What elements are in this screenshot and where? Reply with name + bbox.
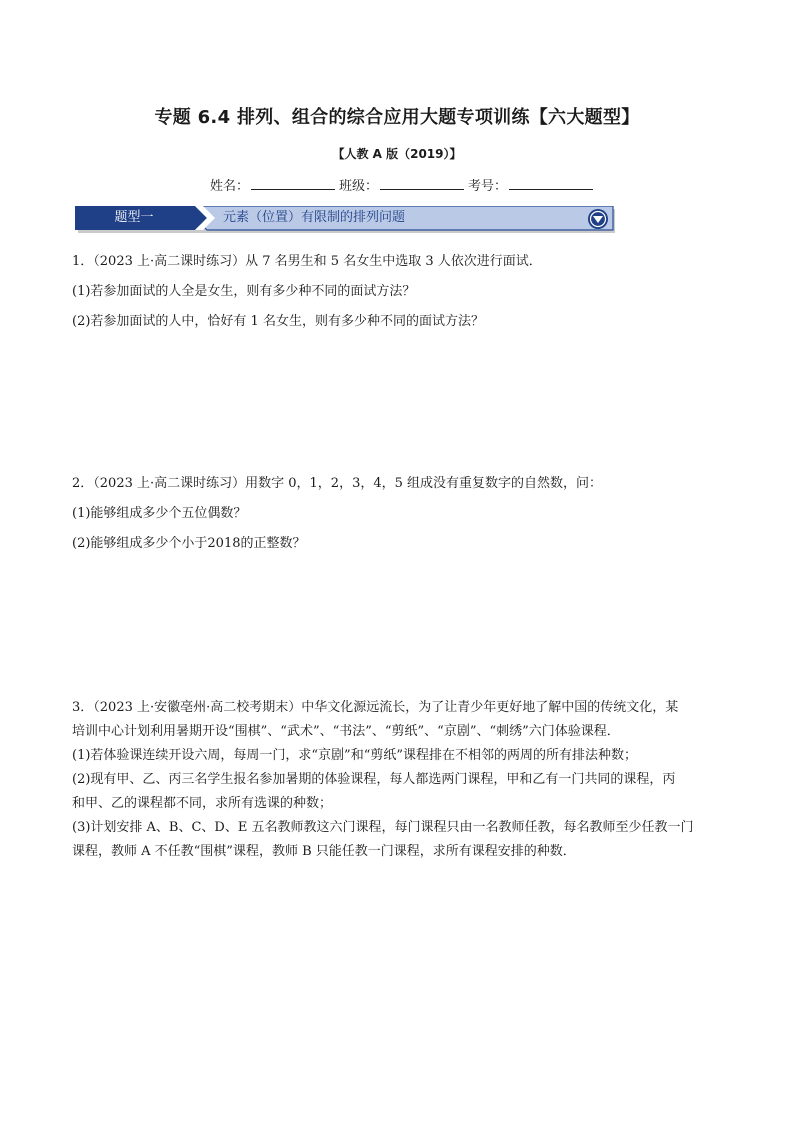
question-stem-line: 培训中心计划利用暑期开设“围棋”、“武术”、“书法”、“剪纸”、“京剧”、“刺绣”六门体验课程． bbox=[72, 724, 620, 739]
name-label: 姓名： bbox=[210, 179, 250, 194]
question-part-line: 和甲、乙的课程都不同，求所有选课的种数； bbox=[72, 796, 333, 811]
section-banner bbox=[75, 206, 615, 232]
section-type-label: 题型一 bbox=[114, 210, 154, 225]
class-blank[interactable] bbox=[380, 175, 464, 190]
page-title: 专题 6.4 排列、组合的综合应用大题专项训练【六大题型】 bbox=[154, 107, 640, 128]
question-part: (1)能够组成多少个五位偶数？ bbox=[72, 506, 247, 521]
exam-number-label: 考号： bbox=[468, 179, 508, 194]
question-1 bbox=[72, 254, 727, 344]
name-blank[interactable] bbox=[251, 175, 335, 190]
question-3 bbox=[72, 696, 727, 864]
student-info-row bbox=[210, 175, 597, 194]
question-2 bbox=[72, 476, 727, 566]
question-part-line: (3)计划安排 A、B、C、D、E 五名教师教这六门课程，每门课程只由一名教师任教，每名教师至少任教一门 bbox=[72, 820, 694, 835]
section-description: 元素（位置）有限制的排列问题 bbox=[223, 210, 406, 225]
question-part-line: (2)现有甲、乙、丙三名学生报名参加暑期的体验课程，每人都选两门课程，甲和乙有一门共同的课程，丙 bbox=[72, 772, 676, 787]
question-stem: 1．（2023 上·高二课时练习）从 7 名男生和 5 名女生中选取 3 人依次进行面试． bbox=[72, 254, 542, 269]
class-label: 班级： bbox=[339, 179, 379, 194]
edition-label: 【人教 A 版（2019）】 bbox=[332, 147, 462, 161]
question-part: (1)若体验课连续开设六周，每周一门，求“京剧”和“剪纸”课程排在不相邻的两周的所有排法种数； bbox=[72, 748, 637, 763]
question-part: (2)若参加面试的人中，恰好有 1 名女生，则有多少种不同的面试方法？ bbox=[72, 314, 484, 329]
question-part-line: 课程，教师 A 不任教“围棋”课程，教师 B 只能任教一门课程，求所有课程安排的种数． bbox=[72, 844, 576, 859]
chevron-down-icon[interactable] bbox=[587, 208, 609, 230]
question-part: (2)能够组成多少个小于2018的正整数？ bbox=[72, 536, 306, 551]
exam-number-blank[interactable] bbox=[509, 175, 593, 190]
question-stem: 2．（2023 上·高二课时练习）用数字 0，1，2，3，4，5 组成没有重复数字的自然数，问： bbox=[72, 476, 603, 491]
question-stem-line: 3．（2023 上·安徽亳州·高二校考期末）中华文化源远流长，为了让青少年更好地了解中国的传统文化，某 bbox=[72, 700, 679, 715]
question-part: (1)若参加面试的人全是女生，则有多少种不同的面试方法？ bbox=[72, 284, 416, 299]
